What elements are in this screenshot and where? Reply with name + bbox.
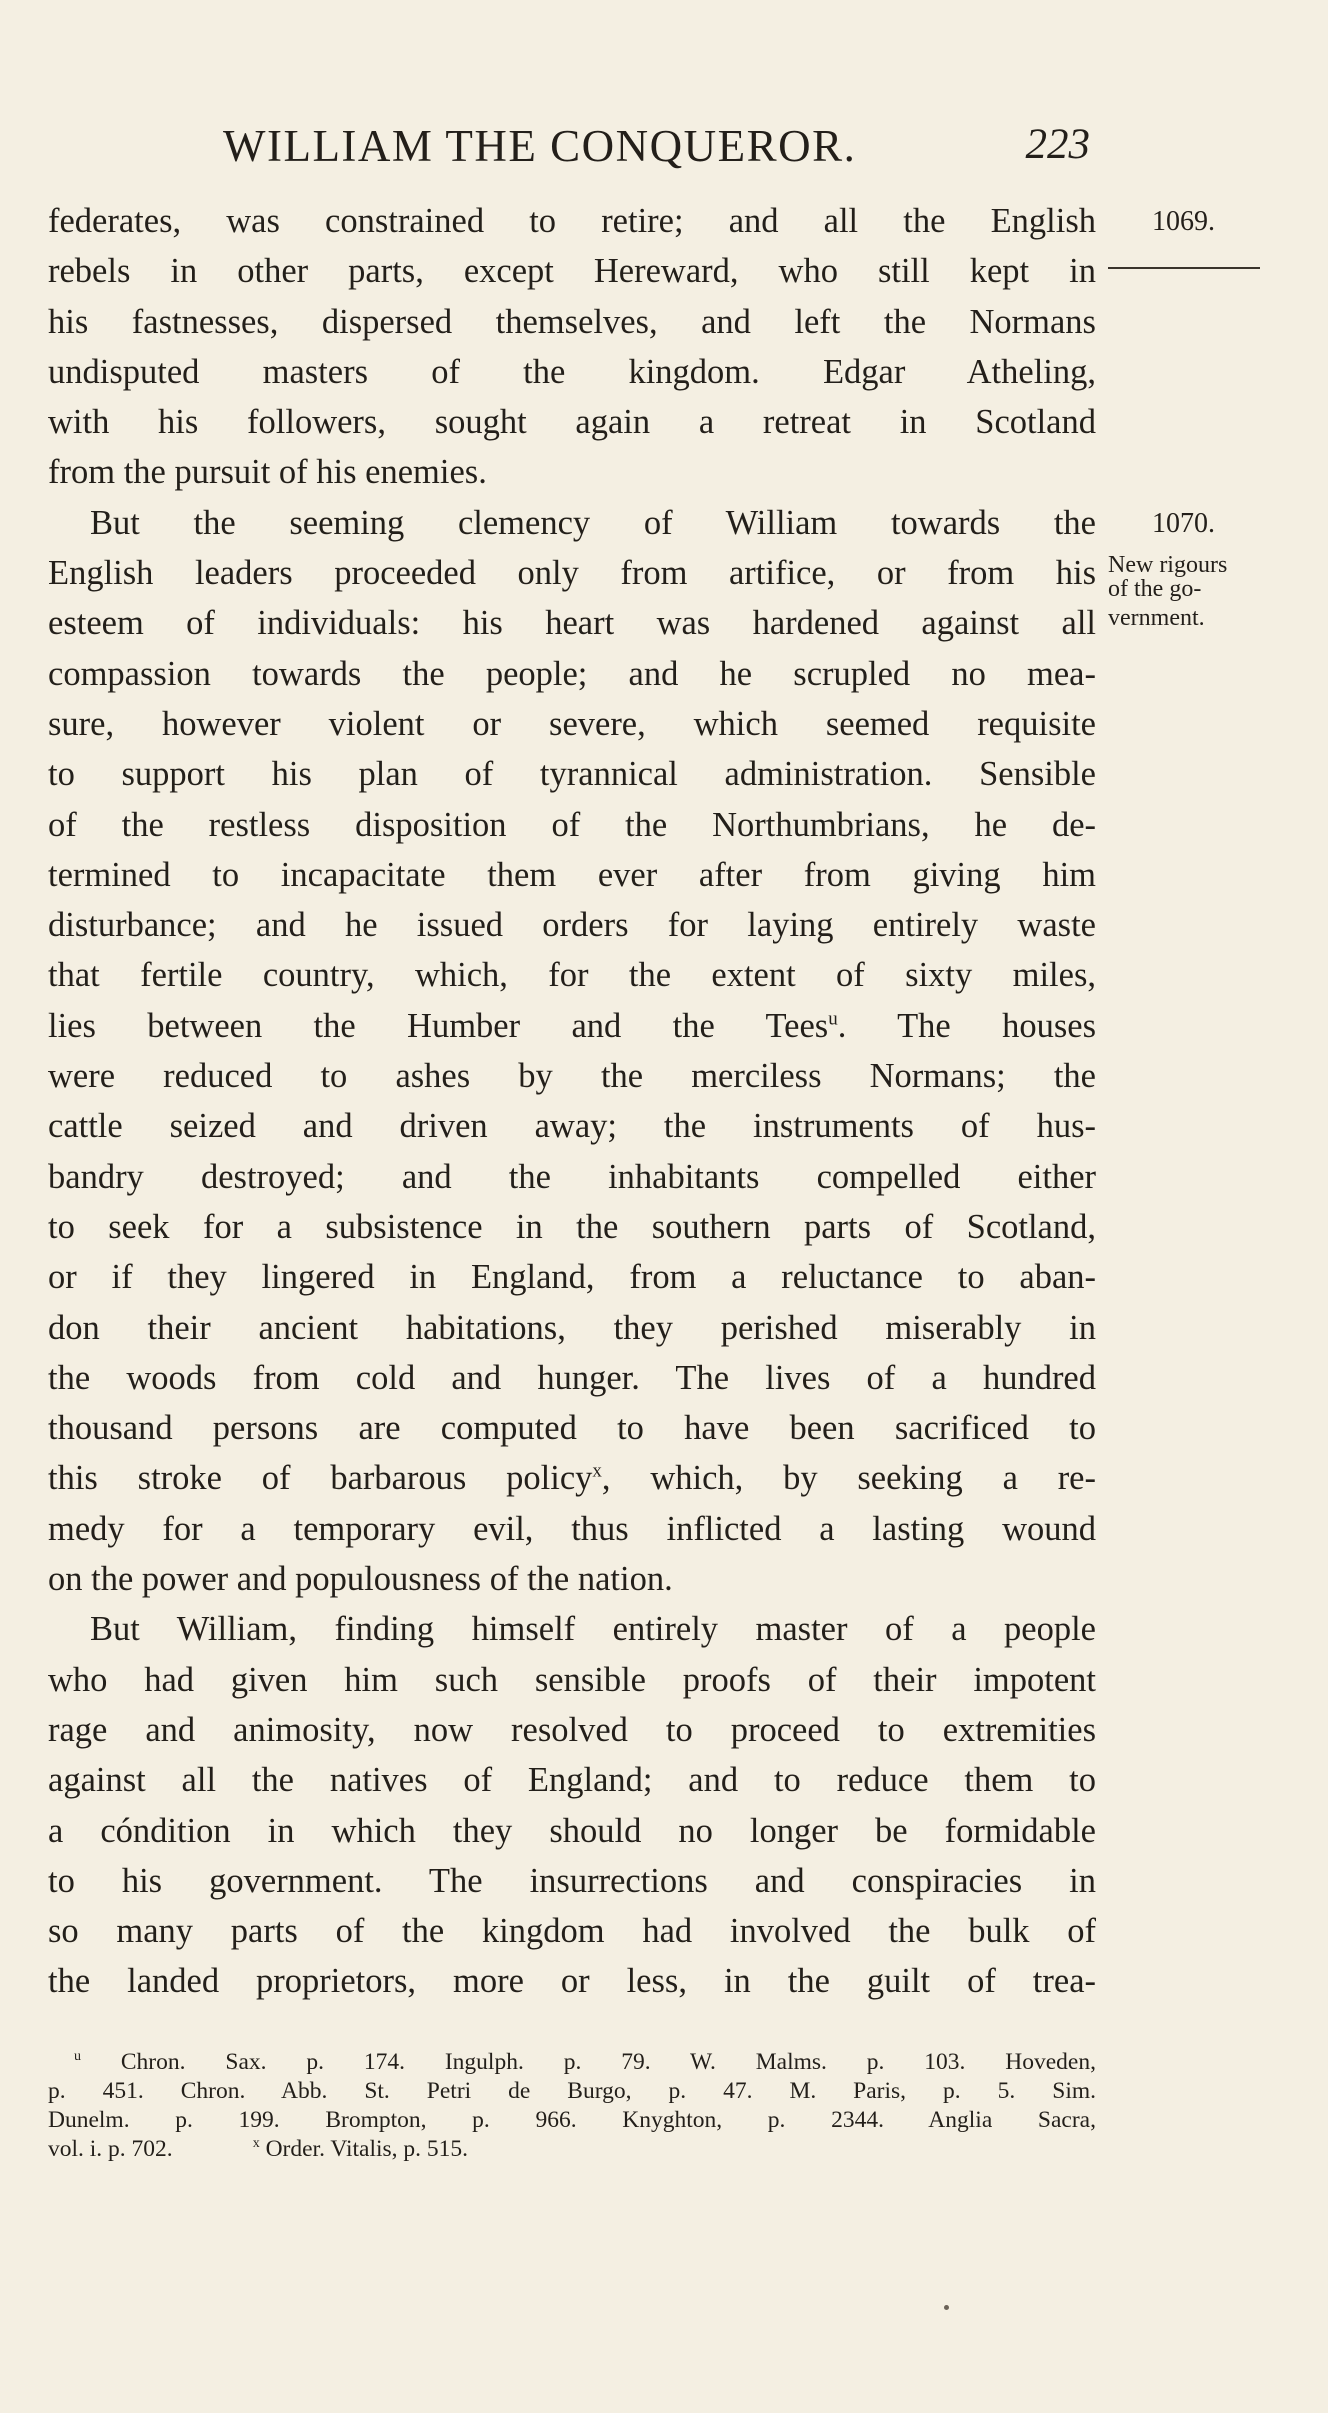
text-line: federates, was constrained to retire; and all the English (48, 202, 1096, 240)
footnote-text: Chron. Sax. p. 174. Ingulph. p. 79. W. Malms. p. 103. Hoveden, (120, 2049, 1096, 2075)
text-line: the landed proprietors, more or less, in the guilt of trea- (48, 1962, 1096, 2001)
running-title: WILLIAM THE CONQUEROR. (223, 121, 857, 171)
footnote-text: Order. Vitalis, p. 515. (265, 2136, 469, 2162)
page-number: 223 (1025, 121, 1090, 168)
text-line: who had given him such sensible proofs of their impotent (48, 1660, 1096, 1699)
text-line: to seek for a subsistence in the southern parts of Scotland, (48, 1207, 1096, 1246)
margin-note-line: New rigours (1108, 552, 1228, 578)
text-line: on the power and populousness of the nation. (48, 1560, 673, 1599)
text-line: medy for a temporary evil, thus inflicted a lasting wound (48, 1509, 1096, 1548)
margin-year-1070: 1070. (1152, 508, 1215, 539)
text-segment: . The houses (837, 1006, 1096, 1045)
body-text (48, 196, 1096, 2007)
paragraph-start-line: But William, finding himself entirely master of a people (90, 1610, 1096, 1649)
footnote-mark-x: x (252, 2136, 260, 2152)
text-segment: this stroke of barbarous policy (48, 1459, 593, 1498)
text-line: so many parts of the kingdom had involved the bulk of (48, 1912, 1096, 1951)
text-line: thousand persons are computed to have been sacrificed to (48, 1409, 1096, 1448)
footnote-line: Dunelm. p. 199. Brompton, p. 966. Knyghton, p. 2344. Anglia Sacra, (48, 2107, 1096, 2133)
text-line: rebels in other parts, except Hereward, who still kept in (48, 252, 1096, 291)
margin-note-line: vernment. (1108, 605, 1205, 631)
text-line: to support his plan of tyrannical administration. Sensible (48, 755, 1096, 794)
text-line: the woods from cold and hunger. The lives of a hundred (48, 1358, 1096, 1397)
text-line: rage and animosity, now resolved to proceed to extremities (48, 1710, 1096, 1749)
text-line: or if they lingered in England, from a reluctance to aban- (48, 1258, 1096, 1297)
text-line: compassion towards the people; and he scrupled no mea- (48, 654, 1096, 693)
text-line-with-reference (48, 1453, 1096, 1503)
text-line: were reduced to ashes by the merciless Normans; the (48, 1057, 1096, 1096)
footnote-line (48, 2048, 1096, 2077)
text-line: don their ancient habitations, they perished miserably in (48, 1308, 1096, 1347)
margin-note-line: of the go- (1108, 576, 1202, 602)
margin-year-1069: 1069. (1152, 206, 1215, 237)
footnote-text: vol. i. p. 702. (48, 2136, 173, 2162)
text-line: sure, however violent or severe, which seemed requisite (48, 704, 1096, 743)
footnote-line: p. 451. Chron. Abb. St. Petri de Burgo, p. 47. M. Paris, p. 5. Sim. (48, 2078, 1096, 2104)
text-line: termined to incapacitate them ever after from giving him (48, 855, 1096, 894)
text-line: against all the natives of England; and to reduce them to (48, 1761, 1096, 1800)
text-line: his fastnesses, dispersed themselves, and left the Normans (48, 302, 1096, 341)
footnote-mark-u: u (74, 2049, 81, 2065)
footnote-reference-u: u (828, 1008, 838, 1030)
text-line: with his followers, sought again a retreat in Scotland (48, 403, 1096, 442)
text-segment: lies between the Humber and the Tees (48, 1006, 829, 1045)
margin-rule (1108, 267, 1260, 269)
text-line: that fertile country, which, for the extent of sixty miles, (48, 956, 1096, 995)
text-line-with-reference (48, 1001, 1096, 1051)
text-line: English leaders proceeded only from artifice, or from his (48, 554, 1096, 593)
text-line: to his government. The insurrections and conspiracies in (48, 1861, 1096, 1900)
text-segment: , which, by seeking a re- (601, 1459, 1096, 1498)
paper-speck (944, 2305, 949, 2310)
text-line: a cóndition in which they should no longer be formidable (48, 1811, 1096, 1850)
text-line: of the restless disposition of the Northumbrians, he de- (48, 805, 1096, 844)
paragraph-start-line: But the seeming clemency of William towards the (90, 503, 1096, 542)
text-line: undisputed masters of the kingdom. Edgar Atheling, (48, 352, 1096, 391)
footnotes (48, 2048, 1096, 2164)
running-head (48, 108, 1096, 171)
footnote-reference-x: x (592, 1460, 602, 1482)
text-line: esteem of individuals: his heart was hardened against all (48, 604, 1096, 643)
text-line: bandry destroyed; and the inhabitants compelled either (48, 1157, 1096, 1196)
text-line: cattle seized and driven away; the instruments of hus- (48, 1107, 1096, 1146)
footnote-line (48, 2135, 1096, 2164)
text-line: from the pursuit of his enemies. (48, 453, 487, 492)
text-line: disturbance; and he issued orders for laying entirely waste (48, 906, 1096, 945)
